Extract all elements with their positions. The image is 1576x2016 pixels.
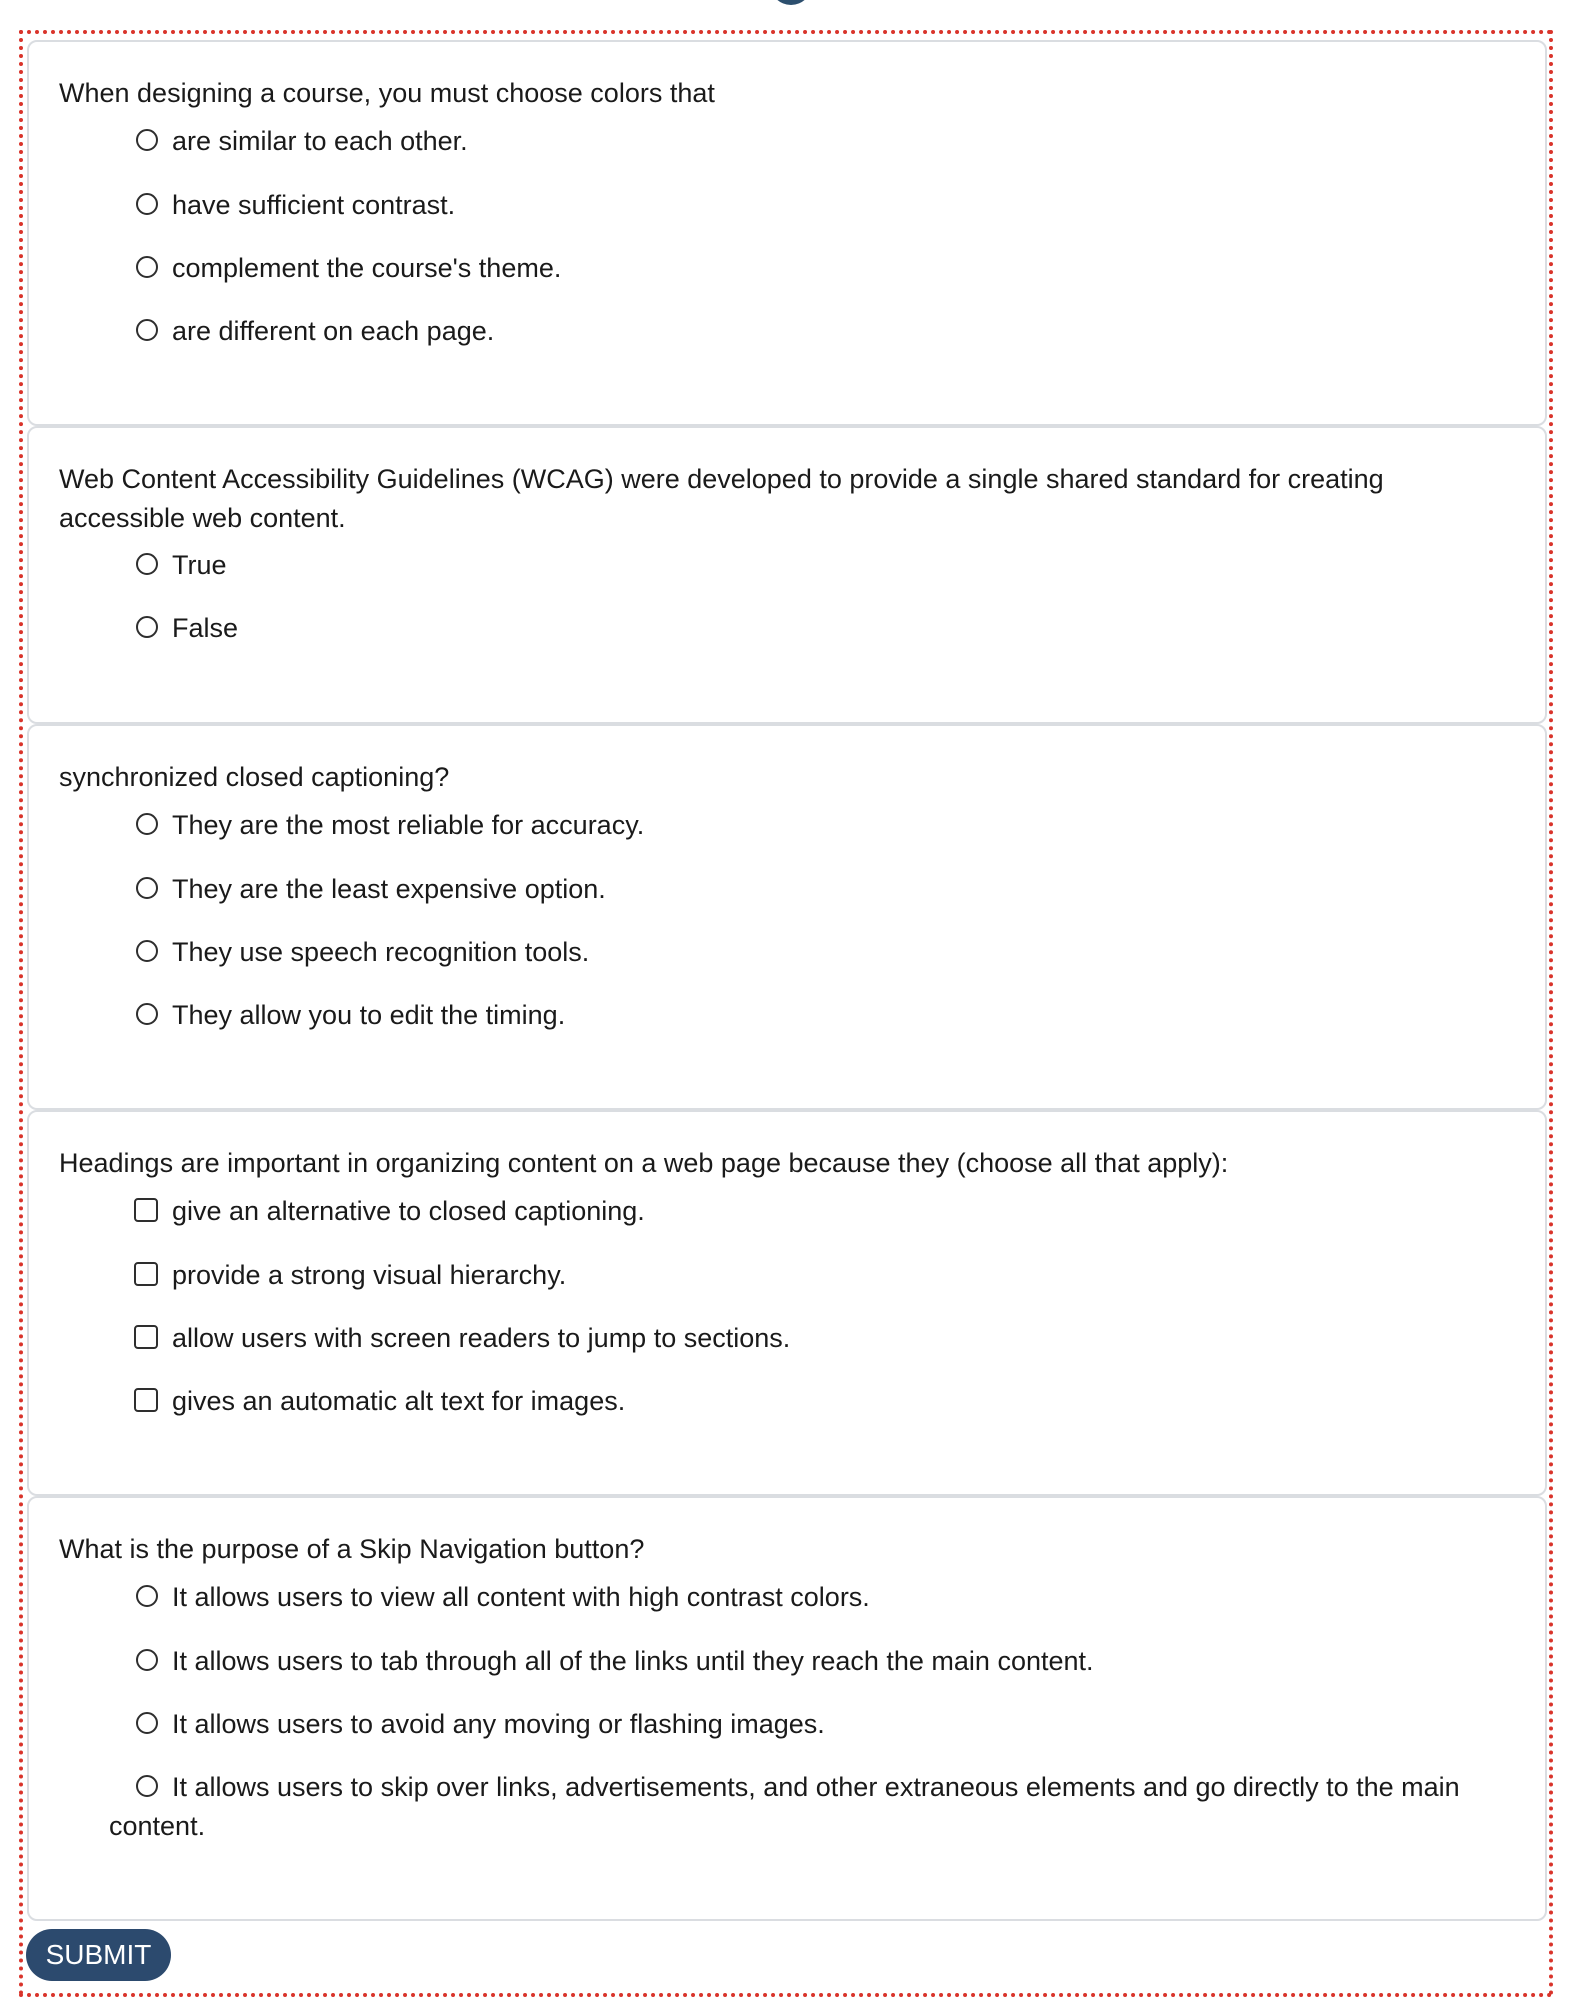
radio-button[interactable] bbox=[136, 1003, 158, 1025]
answer-option[interactable] bbox=[109, 312, 1529, 351]
question-text: When designing a course, you must choose colors that bbox=[59, 78, 715, 108]
option-label: True bbox=[172, 550, 227, 580]
answer-option[interactable] bbox=[109, 1192, 1529, 1231]
radio-button[interactable] bbox=[136, 940, 158, 962]
radio-button[interactable] bbox=[136, 1775, 158, 1797]
radio-button[interactable] bbox=[136, 1585, 158, 1607]
answer-option[interactable] bbox=[109, 1768, 1529, 1846]
question-text: What is the purpose of a Skip Navigation button? bbox=[59, 1534, 645, 1564]
option-label: They allow you to edit the timing. bbox=[172, 1000, 566, 1030]
radio-button[interactable] bbox=[136, 193, 158, 215]
answer-option[interactable] bbox=[109, 122, 1529, 161]
radio-button[interactable] bbox=[136, 877, 158, 899]
option-label: They are the least expensive option. bbox=[172, 874, 606, 904]
answer-option[interactable] bbox=[109, 1319, 1529, 1358]
option-label: It allows users to avoid any moving or flashing images. bbox=[172, 1709, 825, 1739]
answer-option[interactable] bbox=[109, 546, 1529, 585]
radio-button[interactable] bbox=[136, 1649, 158, 1671]
question-card-4 bbox=[27, 1110, 1547, 1496]
option-label: are similar to each other. bbox=[172, 126, 468, 156]
header-decoration bbox=[770, 0, 812, 5]
answer-option[interactable] bbox=[109, 1256, 1529, 1295]
answer-option[interactable] bbox=[109, 249, 1529, 288]
radio-button[interactable] bbox=[136, 1712, 158, 1734]
radio-button[interactable] bbox=[136, 813, 158, 835]
answer-option[interactable] bbox=[109, 806, 1529, 845]
answer-option[interactable] bbox=[109, 933, 1529, 972]
checkbox[interactable] bbox=[134, 1262, 158, 1286]
answer-option[interactable] bbox=[109, 870, 1529, 909]
option-label: complement the course's theme. bbox=[172, 253, 562, 283]
option-label: are different on each page. bbox=[172, 316, 495, 346]
option-label: allow users with screen readers to jump to sections. bbox=[172, 1323, 791, 1353]
checkbox[interactable] bbox=[134, 1198, 158, 1222]
option-label: They are the most reliable for accuracy. bbox=[172, 810, 645, 840]
answer-option[interactable] bbox=[109, 996, 1529, 1035]
answer-option[interactable] bbox=[109, 1705, 1529, 1744]
radio-button[interactable] bbox=[136, 553, 158, 575]
option-label: It allows users to tab through all of the links until they reach the main content. bbox=[172, 1646, 1094, 1676]
question-card-2 bbox=[27, 426, 1547, 724]
question-text: synchronized closed captioning? bbox=[59, 762, 450, 792]
option-label: False bbox=[172, 613, 239, 643]
question-text: Web Content Accessibility Guidelines (WCAG) were developed to provide a single shared standard for creating accessible web content. bbox=[59, 464, 1384, 533]
radio-button[interactable] bbox=[136, 129, 158, 151]
checkbox[interactable] bbox=[134, 1388, 158, 1412]
option-label: have sufficient contrast. bbox=[172, 190, 456, 220]
option-label: provide a strong visual hierarchy. bbox=[172, 1260, 567, 1290]
radio-button[interactable] bbox=[136, 616, 158, 638]
answer-option[interactable] bbox=[109, 1578, 1529, 1617]
answer-option[interactable] bbox=[109, 609, 1529, 648]
question-card-3 bbox=[27, 724, 1547, 1110]
option-label: give an alternative to closed captioning. bbox=[172, 1196, 645, 1226]
option-label: It allows users to view all content with high contrast colors. bbox=[172, 1582, 870, 1612]
radio-button[interactable] bbox=[136, 319, 158, 341]
answer-option[interactable] bbox=[109, 186, 1529, 225]
question-card-5 bbox=[27, 1496, 1547, 1921]
submit-button[interactable]: SUBMIT bbox=[26, 1929, 171, 1981]
answer-option[interactable] bbox=[109, 1642, 1529, 1681]
option-label: They use speech recognition tools. bbox=[172, 937, 590, 967]
option-label: gives an automatic alt text for images. bbox=[172, 1386, 626, 1416]
radio-button[interactable] bbox=[136, 256, 158, 278]
checkbox[interactable] bbox=[134, 1325, 158, 1349]
question-card-1 bbox=[27, 40, 1547, 426]
option-label: It allows users to skip over links, advertisements, and other extraneous elements and go directly to the main content. bbox=[109, 1772, 1460, 1841]
answer-option[interactable] bbox=[109, 1382, 1529, 1421]
question-text: Headings are important in organizing content on a web page because they (choose all that apply): bbox=[59, 1148, 1229, 1178]
